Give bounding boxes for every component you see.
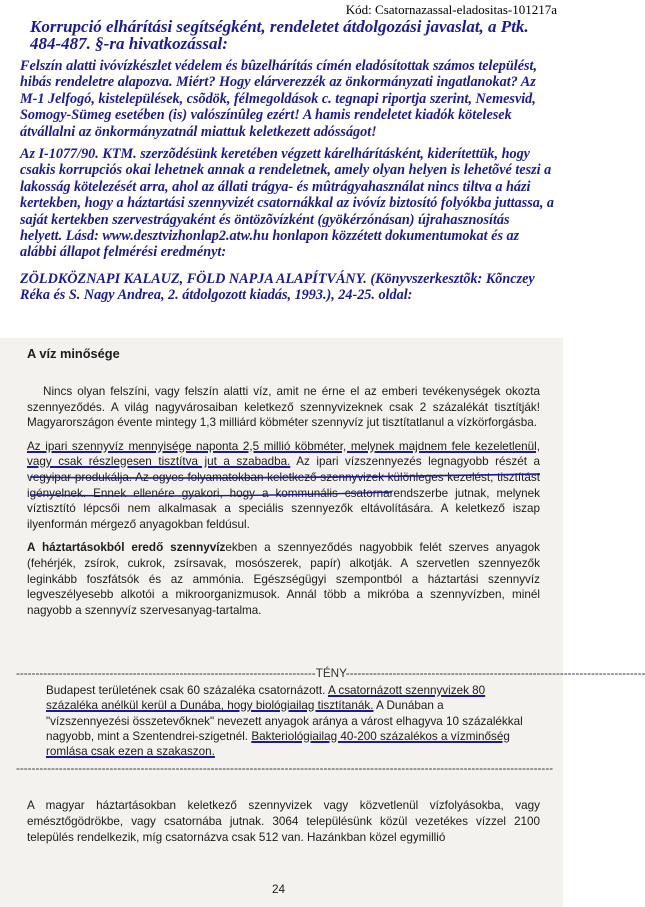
contract-paragraph: Az I-1077/90. KTM. szerzõdésünk keretében végzett kárelhárításként, kiderítettük, hogy csakis korrupciós okai lehetnek annak a rendeletnek, amely olyan helyen is lehetõvé teszi a lakosság kötelezését arra, ahol az állati trágya- és mûtrágyahasználat nincs tiltva a házi kertekben, hogy a háztartási szennyvizét csatornákkal az ivóvíz biztosító folyókba juttassa, a saját kertekben szervestrágyaként és öntözõvízként (gyökérzónásan) újrahasznosítás helyett. Lásd: www.desztvizhonlap2.atw.hu honlapon közzétett dokumentumokat és az alábbi állapot felmérési eredményt: <box>20 146 555 261</box>
paragraph-households-sewage: A magyar háztartásokban keletkező szennyvizek vagy közvetlenül vízfolyásokba, vagy emésztőgödrökbe, vagy csatornába jutnak. 3064 településünk közül vezetékes vízzel 2100 település rendelkezik, míg csatornázva csak 512 van. Hazánkban közel egymillió <box>27 799 540 844</box>
source-citation: ZÖLDKÖZNAPI KALAUZ, FÖLD NAPJA ALAPÍTVÁNY. (Könyvszerkesztõk: Kõnczey Réka és S. Nagy Andrea, 2. átdolgozott kiadás, 1993.), 24-25. oldal: <box>20 270 535 303</box>
paragraph-household <box>27 540 540 618</box>
fact-text <box>16 681 540 761</box>
fact-underlined-danube: A csatornázott szennyvizek 80 százaléka anélkül kerül a Dunába, hogy biológiailag tisztítanák. <box>46 684 486 713</box>
document-code: Kód: Csatornazassal-eladositas-101217a <box>345 2 557 17</box>
underlined-industrial-text: Az ipari szennyvíz mennyisége naponta 2,5 millió köbméter, melynek majdnem fele kezeletlenül, vagy csak részlegesen tisztítva jut a szabadba. <box>27 439 540 469</box>
paragraph-pollution: Nincs olyan felszíni, vagy felszín alatti víz, amit ne érne el az emberi tevékenységek okozta szennyeződés. A világ nagyvárosaiban keletkező szennyvizeknek csak 2 százalékát tisztítják! Magyarországon évente mintegy 1,3 milliárd köbméter szennyvíz jut tisztítatlanul a vízkörforgásba. <box>27 385 540 430</box>
industrial-rest-text: Az ipari vízszennyezés legnagyobb részét a vegyipar produkálja. Az egyes folyamatokban keletkező szennyvizek különleges kezelést, tisztítást igényelnek. Ennek ellenére gyakori, hogy a kommunális csatornarendszerbe jutnak, melynek víztisztító lépcsői nem alkalmasak a speciális szennyezők eltávolítására. A keletkező iszap ilyenformán mérgező anyagokban feldúsul. <box>27 455 540 531</box>
section-title: A víz minősége <box>27 346 120 361</box>
book-body-text <box>27 384 540 626</box>
paragraph-industrial <box>27 439 540 533</box>
household-bold-text: A háztartásokból eredő szennyvíz <box>27 541 226 555</box>
page-title: Korrupció elhárítási segítségként, rendeletet átdolgozási javaslat, a Ptk. 484-487. §-ra hivatkozással: <box>30 17 529 53</box>
fact-budapest: Budapest területének csak 60 százaléka csatornázott. <box>46 684 328 698</box>
household-rest-text: ekben a szennyeződés nagyobbik felét szerves anyagok (fehérjék, zsírok, cukrok, zsírsavak, mosószerek, papír) alkotják. A szervetlen szennyezők leginkább foszfátsók és az ammónia. Egészségügyi szempontból a háztartási szennyvíz legveszélyesebb alkotói a mikroorganizmusok. Annál több a mikróba a szennyvízben, minél nagyobb a szennyvíz szervesanyag-tartalma. <box>27 541 540 617</box>
fact-bottom-separator: ------------------------------------------------------------------------------------------------------------------------------------------ <box>16 762 554 776</box>
fact-components: A Dunában a "vízszennyezési összetevőknek" nevezett anyagok aránya a várost elhagyva 10 százalékkal nagyobb, mint a Szentendrei-szigetnél. <box>46 699 523 743</box>
page-number: 24 <box>272 883 286 896</box>
fact-box <box>16 666 645 776</box>
fact-top-separator: -----------------------------------------------------------------------------TÉNY----------------------------------------------------------------------------- <box>16 667 645 680</box>
commentary-header <box>0 18 563 303</box>
scanned-book-page <box>0 338 645 907</box>
fact-heading: TÉNY <box>315 667 346 680</box>
intro-paragraph: Felszín alatti ivóvízkészlet védelem és bûzelhárítás címén eladósítottak számos települést, hibás rendeletre alapozva. Miért? Hogy elárverezzék az önkormányzati ingatlanokat? Az M-1 Jelfogó, kistelepülések, csõdök, félmegoldások c. tegnapi riportja szerint, Nemesvid, Somogy-Sümeg esetében (is) valószínûleg ezért! A hamis rendeletet kiadók kötelesek átvállalni az önkormányzatnál miattuk keletkezett adósságot! <box>20 58 538 140</box>
fact-underlined-bacteria: Bakteriológiailag 40-200 százalékos a vízminőség romlása csak ezen a szakaszon. <box>46 729 510 759</box>
